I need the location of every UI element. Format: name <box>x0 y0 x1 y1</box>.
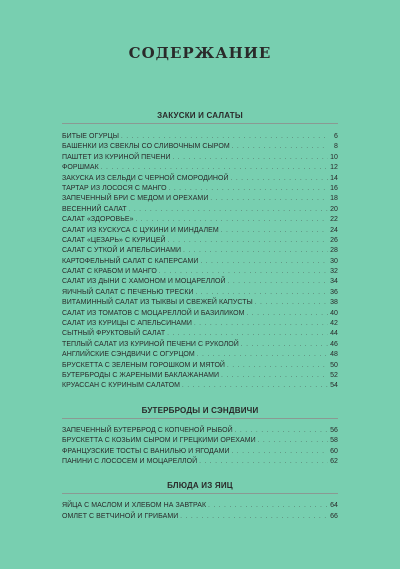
entry-title: САЛАТ «ЗДОРОВЬЕ» <box>62 216 134 224</box>
toc-entry[interactable] <box>62 309 338 319</box>
entry-page-number: 58 <box>330 437 338 445</box>
dot-leader <box>231 174 328 184</box>
dot-leader <box>182 381 328 391</box>
entry-title: САЛАТ ИЗ КУСКУСА С ЦУКИНИ И МИНДАЛЕМ <box>62 226 219 234</box>
entry-title: БРУСКЕТТА С КОЗЬИМ СЫРОМ И ГРЕЦКИМИ ОРЕХАМИ <box>62 437 256 445</box>
toc-entry[interactable] <box>62 350 338 360</box>
toc-entry[interactable] <box>62 226 338 236</box>
toc-entry[interactable] <box>62 298 338 308</box>
entry-page-number: 14 <box>330 174 338 182</box>
entry-list <box>62 426 338 468</box>
dot-leader <box>232 142 328 152</box>
entry-page-number: 6 <box>334 133 338 140</box>
entry-title: СЫТНЫЙ ФРУКТОВЫЙ САЛАТ <box>62 330 166 338</box>
section-heading: БУТЕРБРОДЫ И СЭНДВИЧИ <box>62 406 338 419</box>
entry-page-number: 54 <box>330 382 338 390</box>
toc-entry[interactable] <box>62 215 338 225</box>
dot-leader <box>232 447 328 457</box>
toc-entry[interactable] <box>62 153 338 163</box>
entry-page-number: 44 <box>330 330 338 338</box>
entry-title: ВИТАМИННЫЙ САЛАТ ИЗ ТЫКВЫ И СВЕЖЕЙ КАПУСТЫ <box>62 299 253 307</box>
entry-title: БАШЕНКИ ИЗ СВЕКЛЫ СО СЛИВОЧНЫМ СЫРОМ <box>62 143 230 151</box>
dot-leader <box>194 319 328 329</box>
dot-leader <box>159 267 328 277</box>
entry-page-number: 20 <box>330 205 338 213</box>
dot-leader <box>101 163 328 173</box>
entry-page-number: 30 <box>330 257 338 265</box>
toc-section <box>62 111 338 392</box>
entry-title: САЛАТ «ЦЕЗАРЬ» С КУРИЦЕЙ <box>62 236 166 244</box>
toc-entry[interactable] <box>62 174 338 184</box>
dot-leader <box>241 340 328 350</box>
dot-leader <box>183 246 328 256</box>
entry-title: ФОРШМАК <box>62 164 99 172</box>
entry-title: ФРАНЦУЗСКИЕ ТОСТЫ С ВАНИЛЬЮ И ЯГОДАМИ <box>62 447 230 455</box>
toc-entry[interactable] <box>62 340 338 350</box>
toc-entry[interactable] <box>62 329 338 339</box>
entry-page-number: 48 <box>330 351 338 359</box>
entry-page-number: 40 <box>330 309 338 317</box>
entry-title: ТАРТАР ИЗ ЛОСОСЯ С МАНГО <box>62 184 167 192</box>
entry-title: ЗАКУСКА ИЗ СЕЛЬДИ С ЧЕРНОЙ СМОРОДИНОЙ <box>62 174 229 182</box>
toc-entry[interactable] <box>62 501 338 511</box>
entry-page-number: 16 <box>330 184 338 192</box>
entry-page-number: 26 <box>330 236 338 244</box>
entry-page-number: 32 <box>330 268 338 276</box>
table-of-contents <box>62 111 338 522</box>
toc-entry[interactable] <box>62 436 338 446</box>
entry-title: ПАНИНИ С ЛОСОСЕМ И МОЦАРЕЛЛОЙ <box>62 457 198 465</box>
entry-page-number: 46 <box>330 340 338 348</box>
dot-leader <box>200 257 328 267</box>
entry-page-number: 42 <box>330 320 338 328</box>
entry-title: АНГЛИЙСКИЕ СЭНДВИЧИ С ОГУРЦОМ <box>62 351 195 359</box>
dot-leader <box>258 436 328 446</box>
dot-leader <box>168 236 328 246</box>
entry-page-number: 28 <box>330 247 338 255</box>
dot-leader <box>221 371 328 381</box>
dot-leader <box>210 194 328 204</box>
dot-leader <box>197 350 328 360</box>
dot-leader <box>180 512 328 522</box>
dot-leader <box>136 215 328 225</box>
toc-entry[interactable] <box>62 381 338 391</box>
dot-leader <box>208 501 328 511</box>
entry-page-number: 18 <box>330 195 338 203</box>
dot-leader <box>167 329 328 339</box>
entry-title: БИТЫЕ ОГУРЦЫ <box>62 133 120 140</box>
entry-page-number: 56 <box>330 426 338 434</box>
entry-page-number: 60 <box>330 447 338 455</box>
toc-entry[interactable] <box>62 142 338 152</box>
toc-entry[interactable] <box>62 205 338 215</box>
toc-entry[interactable] <box>62 288 338 298</box>
entry-page-number: 36 <box>330 288 338 296</box>
dot-leader <box>247 309 328 319</box>
dot-leader <box>199 457 328 467</box>
toc-entry[interactable] <box>62 426 338 436</box>
entry-title: САЛАТ ИЗ ТОМАТОВ С МОЦАРЕЛЛОЙ И БАЗИЛИКОМ <box>62 309 245 317</box>
page-title: СОДЕРЖАНИЕ <box>128 44 272 62</box>
dot-leader <box>255 298 328 308</box>
toc-entry[interactable] <box>62 277 338 287</box>
toc-entry[interactable] <box>62 361 338 371</box>
toc-section <box>62 406 338 468</box>
toc-entry[interactable] <box>62 184 338 194</box>
entry-page-number: 34 <box>330 278 338 286</box>
section-heading: БЛЮДА ИЗ ЯИЦ <box>62 481 338 494</box>
toc-entry[interactable] <box>62 236 338 246</box>
entry-title: ЯИЧНЫЙ САЛАТ С ПЕЧЕНЬЮ ТРЕСКИ <box>62 288 194 296</box>
toc-entry[interactable] <box>62 319 338 329</box>
toc-entry[interactable] <box>62 371 338 381</box>
toc-section <box>62 481 338 522</box>
entry-page-number: 66 <box>330 512 338 520</box>
toc-entry[interactable] <box>62 457 338 467</box>
entry-title: ВЕСЕННИЙ САЛАТ <box>62 205 127 213</box>
entry-list <box>62 132 338 392</box>
entry-title: КРУАССАН С КУРИНЫМ САЛАТОМ <box>62 382 181 390</box>
entry-title: ЗАПЕЧЕННЫЙ БУТЕРБРОД С КОПЧЕНОЙ РЫБОЙ <box>62 426 233 434</box>
section-heading: ЗАКУСКИ И САЛАТЫ <box>62 111 338 124</box>
entry-title: ЯЙЦА С МАСЛОМ И ХЛЕБОМ НА ЗАВТРАК <box>62 502 207 510</box>
entry-page-number: 8 <box>334 143 338 151</box>
toc-entry[interactable] <box>62 447 338 457</box>
toc-entry[interactable] <box>62 257 338 267</box>
dot-leader <box>121 132 328 142</box>
dot-leader <box>173 153 328 163</box>
entry-title: БУТЕРБРОДЫ С ЖАРЕНЫМИ БАКЛАЖАНАМИ <box>62 371 220 379</box>
dot-leader <box>196 288 328 298</box>
entry-title: САЛАТ ИЗ КУРИЦЫ С АПЕЛЬСИНАМИ <box>62 320 192 328</box>
entry-title: ЗАПЕЧЕННЫЙ БРИ С МЕДОМ И ОРЕХАМИ <box>62 195 209 203</box>
entry-page-number: 52 <box>330 371 338 379</box>
dot-leader <box>235 426 328 436</box>
toc-entry[interactable] <box>62 267 338 277</box>
toc-entry[interactable] <box>62 246 338 256</box>
entry-title: ПАШТЕТ ИЗ КУРИНОЙ ПЕЧЕНИ <box>62 153 171 161</box>
toc-entry[interactable] <box>62 512 338 522</box>
entry-page-number: 50 <box>330 361 338 369</box>
entry-title: КАРТОФЕЛЬНЫЙ САЛАТ С КАПЕРСАМИ <box>62 257 199 265</box>
entry-page-number: 24 <box>330 226 338 234</box>
entry-title: ОМЛЕТ С ВЕТЧИНОЙ И ГРИБАМИ <box>62 512 179 520</box>
entry-list <box>62 501 338 522</box>
dot-leader <box>129 205 328 215</box>
dot-leader <box>169 184 328 194</box>
entry-page-number: 62 <box>330 457 338 465</box>
entry-page-number: 38 <box>330 299 338 307</box>
dot-leader <box>228 277 328 287</box>
toc-entry[interactable] <box>62 194 338 204</box>
toc-entry[interactable] <box>62 132 338 142</box>
entry-page-number: 10 <box>330 153 338 161</box>
entry-title: САЛАТ ИЗ ДЫНИ С ХАМОНОМ И МОЦАРЕЛЛОЙ <box>62 278 226 286</box>
entry-title: БРУСКЕТТА С ЗЕЛЕНЫМ ГОРОШКОМ И МЯТОЙ <box>62 361 226 369</box>
toc-entry[interactable] <box>62 163 338 173</box>
entry-page-number: 12 <box>330 164 338 172</box>
entry-page-number: 64 <box>330 502 338 510</box>
dot-leader <box>227 361 328 371</box>
entry-title: САЛАТ С КРАБОМ И МАНГО <box>62 268 157 276</box>
entry-title: ТЕПЛЫЙ САЛАТ ИЗ КУРИНОЙ ПЕЧЕНИ С РУКОЛОЙ <box>62 340 239 348</box>
entry-title: САЛАТ С УТКОЙ И АПЕЛЬСИНАМИ <box>62 247 182 255</box>
dot-leader <box>221 226 328 236</box>
entry-page-number: 22 <box>330 216 338 224</box>
